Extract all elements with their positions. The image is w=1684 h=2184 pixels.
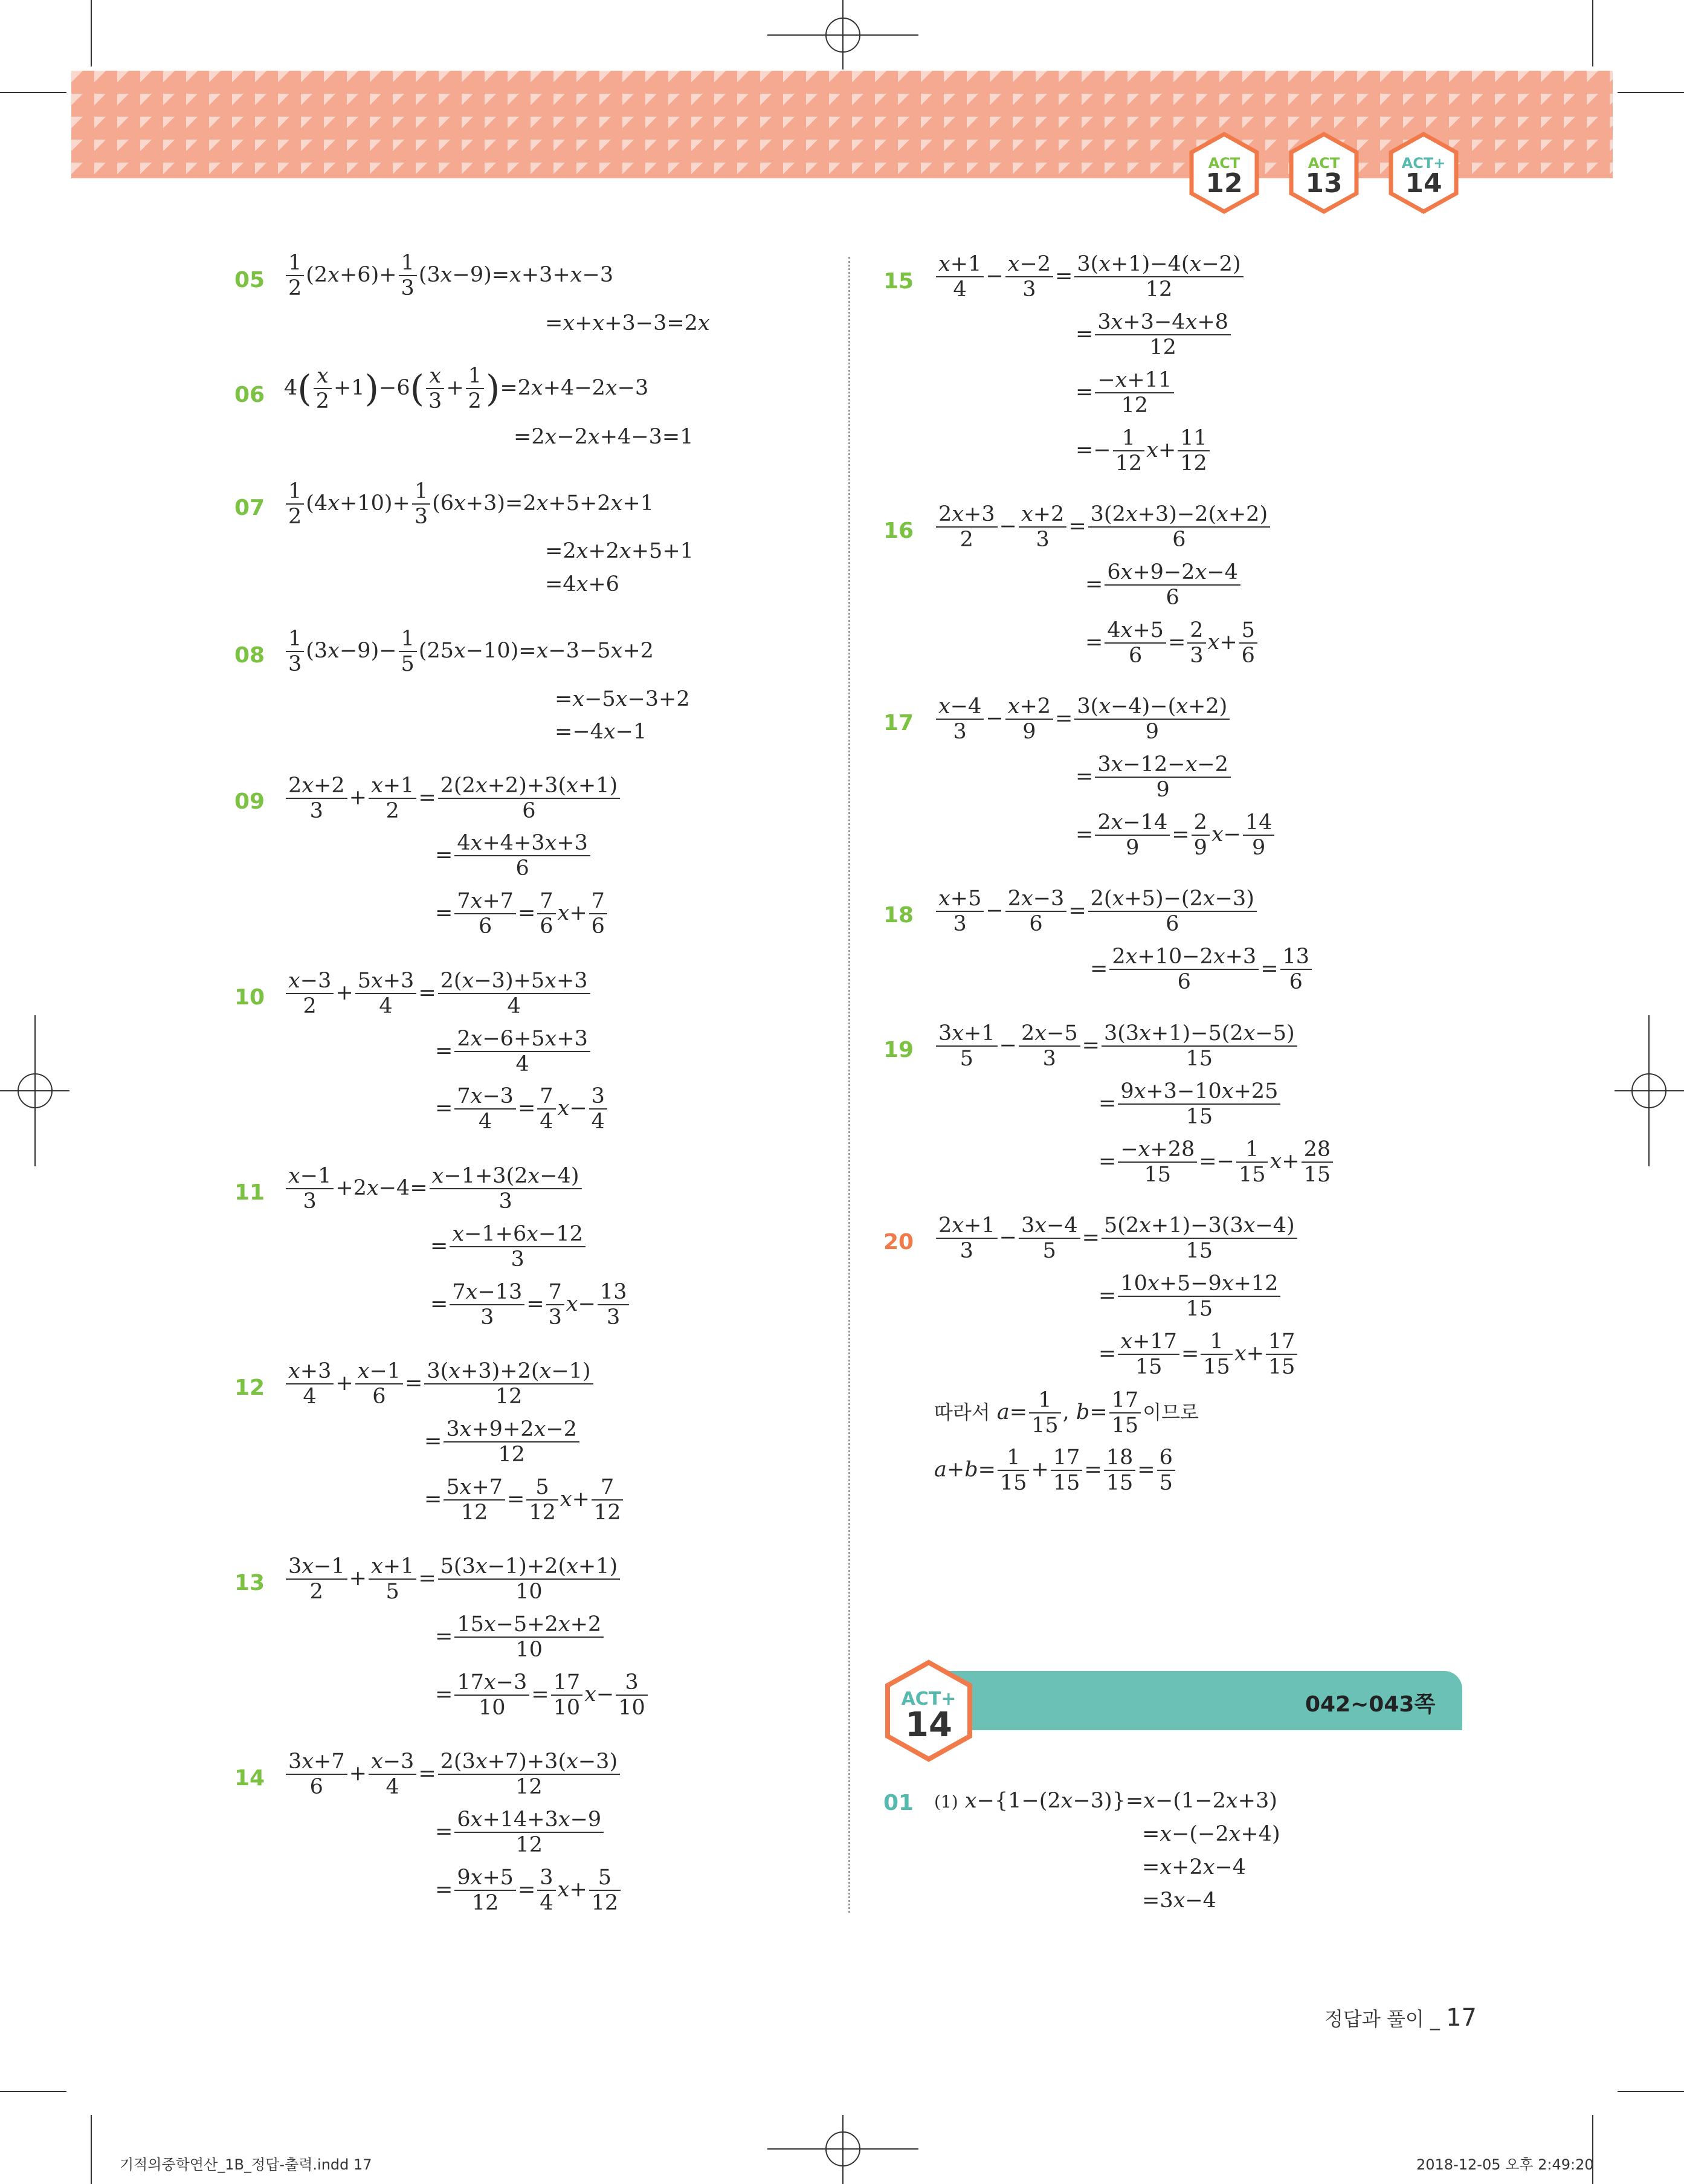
equation-line: = $\frac{3x+9+2x-2}{12}$ [424,1419,581,1465]
equation-line: $\frac{3x-1}{2}$ + $\frac{x+1}{5}$ = $\frac{5(3x-1)+2(x+1)}{10}$ [284,1556,622,1603]
badge-number: 13 [1305,168,1343,199]
badge-label: ACT+ [1401,155,1446,172]
equation-line: = $\frac{15x-5+2x+2}{10}$ [435,1614,605,1661]
problem-number: 06 [234,383,265,407]
problem-number: 05 [234,268,265,292]
equation-line: = $\frac{-x+11}{12}$ [1076,370,1176,416]
equation-line: = $\frac{x+17}{15}$ = $\frac{1}{15}$ x+ $\frac{17}{15}$ [1098,1331,1299,1378]
section-badge-number: 14 [905,1705,952,1745]
equation-line: $\frac{2x+2}{3}$ + $\frac{x+1}{2}$ = $\frac{2(2x+2)+3(x+1)}{6}$ [284,775,622,822]
equation-line: = $\frac{7x-13}{3}$ = $\frac{7}{3}$ x− $\frac{13}{3}$ [430,1282,631,1328]
equation-line: = $\frac{4x+5}{6}$ = $\frac{2}{3}$ x+ $\frac{5}{6}$ [1085,620,1259,667]
slug-file: 기적의중학연산_1B_정답-출력.indd 17 [120,2156,372,2173]
equation-line: $\frac{3x+7}{6}$ + $\frac{x-3}{4}$ = $\frac{2(3x+7)+3(x-3)}{12}$ [284,1751,622,1798]
equation-line: = $\frac{3x-12-x-2}{9}$ [1076,754,1233,801]
conclusion-prefix: 따라서 [934,1401,990,1424]
equation-line: $\frac{2x+3}{2}$ − $\frac{x+2}{3}$ = $\frac{3(2x+3)-2(x+2)}{6}$ [934,504,1272,551]
problem-number: 19 [883,1038,914,1062]
equation-line: $\frac{1}{2}$ (4x+10)+ $\frac{1}{3}$ (6x+3)=2x+5+2x+1 [284,481,654,528]
footer-caption: 정답과 풀이 _ [1324,2008,1440,2031]
registration-mark-right [1615,1015,1684,1166]
equation-line: =− $\frac{1}{12}$ x+ $\frac{11}{12}$ [1076,428,1211,474]
badge-act-13 [1288,132,1360,214]
registration-mark-bottom [767,2115,918,2184]
problem-number: 18 [883,903,914,928]
equation-line: (1) x−{1−(2x−3)}=x−(1−2x+3) [934,1789,1277,1813]
badge-label: ACT [1308,155,1340,172]
problem-number: 12 [234,1375,265,1400]
equation-line: =2x+2x+5+1 [545,539,694,563]
problem-number: 17 [883,711,914,735]
column-divider [848,257,850,1913]
equation-line: = $\frac{9x+5}{12}$ = $\frac{3}{4}$ x+ $\frac{5}{12}$ [435,1867,622,1914]
equation-line: =x−5x−3+2 [555,687,690,711]
badge-number: 14 [1405,168,1442,199]
problem-number: 16 [883,519,914,543]
equation-line: =x+2x−4 [1142,1855,1247,1879]
section-badge-label: ACT+ [901,1688,957,1710]
badge-number: 12 [1205,168,1243,199]
equation-line: =2x−2x+4−3=1 [514,425,694,449]
badge-label: ACT [1208,155,1240,172]
equation-line: = $\frac{2x+10-2x+3}{6}$ = $\frac{13}{6}$ [1090,946,1314,993]
equation-line: $\frac{x+5}{3}$ − $\frac{2x-3}{6}$ = $\frac{2(x+5)-(2x-3)}{6}$ [934,888,1259,935]
slug-date: 2018-12-05 오후 2:49:20 [1416,2156,1594,2173]
page-footer [1324,2004,1477,2032]
equation-line: =3x−4 [1142,1888,1216,1913]
equation-line: a+b= $\frac{1}{15}$ + $\frac{17}{15}$ = $\frac{18}{15}$ = $\frac{6}{5}$ [934,1447,1177,1494]
page-number: 17 [1446,2004,1477,2032]
equation-line: $\frac{x-3}{2}$ + $\frac{5x+3}{4}$ = $\frac{2(x-3)+5x+3}{4}$ [284,971,592,1017]
equation-line: = $\frac{5x+7}{12}$ = $\frac{5}{12}$ x+ $\frac{7}{12}$ [424,1477,625,1523]
problem-number: 07 [234,496,265,520]
conclusion-line: 따라서 a= $\frac{1}{15}$ , b= $\frac{17}{15}$ 이므로 [934,1388,1199,1438]
equation-line: = $\frac{6x+14+3x-9}{12}$ [435,1809,605,1856]
equation-line: = $\frac{7x+7}{6}$ = $\frac{7}{6}$ x+ $\frac{7}{6}$ [435,891,609,937]
equation-line: $\frac{x-4}{3}$ − $\frac{x+2}{9}$ = $\frac{3(x-4)-(x+2)}{9}$ [934,696,1231,743]
equation-line: =x+x+3−3=2x [545,311,710,335]
equation-line: = $\frac{3x+3-4x+8}{12}$ [1076,312,1233,358]
equation-line: $\frac{x+3}{4}$ + $\frac{x-1}{6}$ = $\frac{3(x+3)+2(x-1)}{12}$ [284,1361,595,1407]
registration-mark-left [0,1015,69,1166]
equation-line: $\frac{3x+1}{5}$ − $\frac{2x-5}{3}$ = $\frac{3(3x+1)-5(2x-5)}{15}$ [934,1023,1299,1070]
header-band [71,71,1613,178]
equation-line: $\frac{x-1}{3}$ +2x−4= $\frac{x-1+3(2x-4)}{3}$ [284,1166,584,1212]
problem-number: 10 [234,985,265,1010]
equation-line: = $\frac{7x-3}{4}$ = $\frac{7}{4}$ x− $\frac{3}{4}$ [435,1086,609,1132]
equation-line: = $\frac{x-1+6x-12}{3}$ [430,1224,587,1270]
problem-number: 09 [234,789,265,814]
equation-line: $\frac{1}{2}$ (2x+6)+ $\frac{1}{3}$ (3x−9)=x+3+x−3 [284,253,613,299]
equation-line: = $\frac{10x+5-9x+12}{15}$ [1098,1273,1282,1320]
equation-line: = $\frac{4x+4+3x+3}{6}$ [435,833,592,879]
problem-number: 01 [883,1791,914,1815]
equation-line: = $\frac{2x-6+5x+3}{4}$ [435,1029,592,1075]
conclusion-suffix: 이므로 [1143,1401,1199,1424]
equation-line: 4( $\frac{x}{2}$ +1)−6( $\frac{x}{3}$ + $\frac{1}{2}$ )=2x+4−2x−3 [284,364,649,413]
problem-number: 15 [883,269,914,294]
equation-line: = $\frac{6x+9-2x-4}{6}$ [1085,562,1242,609]
equation-line: =−4x−1 [555,720,647,744]
equation-line: = $\frac{17x-3}{10}$ = $\frac{17}{10}$ x− $\frac{3}{10}$ [435,1672,650,1719]
problem-number: 20 [883,1230,914,1255]
equation-line: = $\frac{-x+28}{15}$ =− $\frac{1}{15}$ x+ $\frac{28}{15}$ [1098,1139,1335,1186]
equation-line: $\frac{1}{3}$ (3x−9)− $\frac{1}{5}$ (25x−10)=x−3−5x+2 [284,628,654,675]
equation-line: $\frac{2x+1}{3}$ − $\frac{3x-4}{5}$ = $\frac{5(2x+1)-3(3x-4)}{15}$ [934,1215,1299,1262]
equation-line: = $\frac{9x+3-10x+25}{15}$ [1098,1081,1282,1128]
problem-number: 14 [234,1766,265,1791]
badge-act-plus-14 [1387,132,1460,214]
section-page-range: 042~043쪽 [1305,1692,1436,1717]
equation-line: =x−(−2x+4) [1142,1822,1280,1846]
equation-line: = $\frac{2x-14}{9}$ = $\frac{2}{9}$ x− $\frac{14}{9}$ [1076,812,1276,859]
section-badge-act-plus-14 [883,1659,974,1762]
problem-number: 11 [234,1180,265,1205]
problem-number: 08 [234,643,265,668]
problem-number: 13 [234,1571,265,1595]
registration-mark-top [767,0,918,69]
equation-line: $\frac{x+1}{4}$ − $\frac{x-2}{3}$ = $\frac{3(x+1)-4(x-2)}{12}$ [934,254,1245,300]
sub-label: (1) [934,1792,958,1812]
badge-act-12 [1188,132,1260,214]
equation-line: =4x+6 [545,572,619,596]
